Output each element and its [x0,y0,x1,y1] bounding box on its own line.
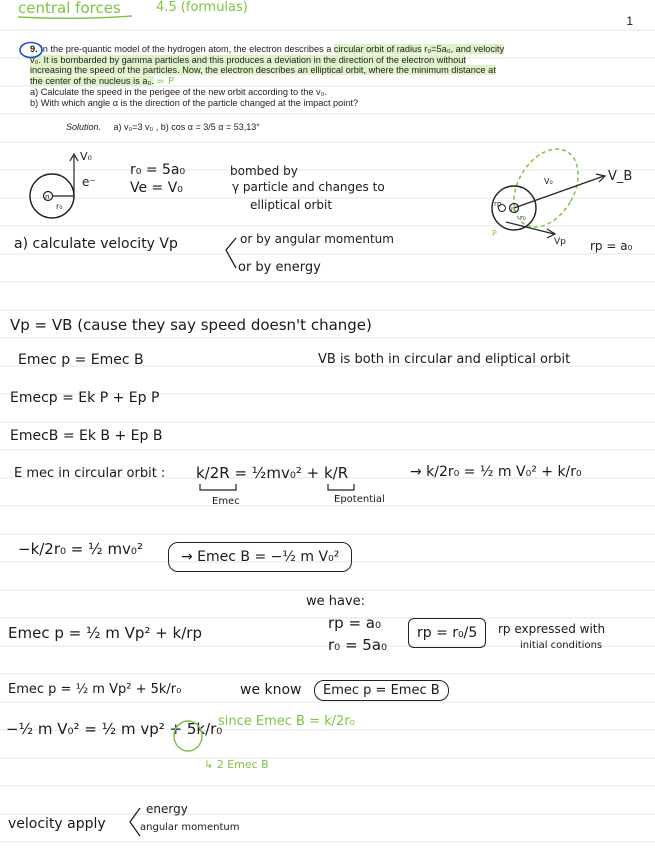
circled-term [168,716,208,756]
bombed-line-3: elliptical orbit [250,198,333,212]
apply-energy: energy [146,802,188,816]
emecp-expression-2: Emec p = ½ m Vp² + 5k/r₀ [8,682,182,697]
emecp-expression: Emec p = ½ m Vp² + k/rp [8,624,202,642]
nucleus-label-right: n [511,206,515,213]
notes-title: central forces [18,0,121,17]
title-underline [16,14,136,20]
calculate-velocity: a) calculate velocity Vp [14,236,178,252]
page-number: 1 [626,14,633,28]
final-equation: −½ m V₀² = ½ m vp² + 5k/r₀ [6,720,223,738]
emec-equality: Emec p = Emec B [18,352,144,368]
problem-number-circle [18,41,44,59]
elliptical-orbit-diagram [484,140,654,260]
r0-label-right: r₀ [520,214,526,222]
v0-label: V₀ [80,150,92,163]
bombed-line-2: γ particle and changes to [232,180,385,194]
rp-label-small: rp [494,200,502,208]
boxed-emecp: Emec p = Emec B [314,680,449,701]
v0-label-right: V₀ [544,177,553,186]
r0-5a0: r₀ = 5a₀ [328,636,388,654]
option-angular: or by angular momentum [240,232,394,246]
we-have-label: we have: [306,594,366,609]
electron-label: e⁻ [82,175,96,189]
nucleus-label: n [45,193,50,201]
boxed-emec-b: → Emec B = −½ m V₀² [168,542,352,572]
emec-circular-label: E mec in circular orbit : [14,466,166,481]
solution-label: Solution. [66,122,102,132]
rp-expressed-2: initial conditions [520,640,603,651]
notes-subtitle: 4.5 (formulas) [156,0,248,15]
solution-line [66,122,260,132]
apply-angular: angular momentum [140,822,240,833]
problem-text-2: r₀=5a₀, and velocity v₀. It is bombarded by gamma particles and this produces a deviation in the direction of the electron without increasing the speed of the particles. Now, the electron describes an elliptical orbit, where the minimum distance at the center of the nucleus is a₀. [30,44,505,86]
problem-point-p: = P [156,75,174,87]
problem-text-1: In the pre-quantic model of the hydrogen atom, the electron describes a [40,44,334,54]
r0-label: r₀ [56,202,63,211]
boxed-rp: rp = r₀/5 [408,618,486,648]
problem-part-a: a) Calculate the speed in the perigee of the new orbit according to the v₀. [30,87,327,98]
ve-equation: Ve = V₀ [130,180,183,196]
point-p-label: P [492,229,497,238]
emecb-sum: EmecB = Ek B + Ep B [10,428,163,444]
emecp-sum: Emecp = Ek P + Ep P [10,390,160,406]
r0-equation: r₀ = 5a₀ [130,162,186,178]
rp-a0: rp = a₀ [328,614,381,632]
vb-label: V_B [608,169,633,184]
problem-highlight-1: circular orbit of radius [333,44,422,54]
problem-statement [30,44,510,109]
label-epotential: Epotential [334,494,385,505]
brace-options [222,236,238,272]
since-note: since Emec B = k/2r₀ [218,714,355,729]
emec-circular-equation: k/2R = ½mv₀² + k/R [196,464,349,482]
circular-rearranged: → k/2r₀ = ½ m V₀² + k/r₀ [410,464,582,480]
bombed-line-1: bombed by [230,164,298,178]
rp-expressed-1: rp expressed with [498,622,606,636]
vp-equals-vb: Vp = VB (cause they say speed doesn't change) [10,316,372,334]
problem-part-b: b) With which angle α is the direction of the particle changed at the impact point? [30,97,359,108]
two-emec-note: ↳ 2 Emec B [204,758,269,771]
problem-body [30,44,510,87]
vb-both-orbits: VB is both in circular and eliptical orbit [318,352,571,367]
rp-a0-label: rp = a₀ [590,239,633,253]
option-energy: or by energy [238,260,321,275]
negative-energy-equation: −k/2r₀ = ½ mv₀² [18,540,143,558]
velocity-apply: velocity apply [8,816,106,832]
circular-orbit-diagram [12,140,132,240]
vp-label: Vp [554,237,566,247]
we-know-label: we know [240,682,302,698]
label-emec: Emec [212,496,240,507]
solution-text: a) v₀=3 v₀ , b) cos α = 3/5 α = 53,13° [113,122,260,132]
problem-number: 9. [30,44,38,54]
